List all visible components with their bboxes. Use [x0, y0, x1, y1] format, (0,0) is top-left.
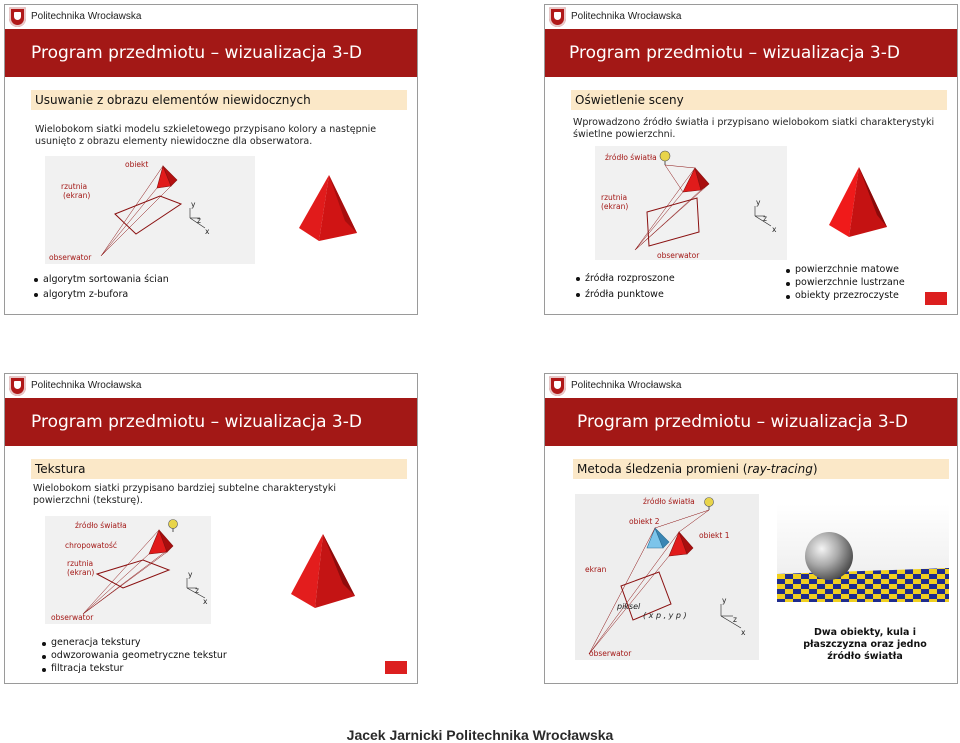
axis-x-label: x — [203, 597, 208, 606]
light-source-list — [575, 271, 675, 303]
label-observer: obserwator — [657, 251, 700, 260]
projection-diagram — [45, 156, 255, 264]
page-footer: Jacek Jarnicki Politechnika Wrocławska — [346, 727, 614, 743]
university-crest-icon — [9, 376, 26, 396]
lamp-icon — [169, 520, 178, 533]
label-observer: obserwator — [589, 649, 632, 658]
ray-tracing-caption: Dwa obiekty, kula i płaszczyzna oraz jedno źródło światła — [803, 627, 927, 662]
axis-z-label: z — [733, 615, 737, 624]
label-light-source: źródło światła — [643, 497, 695, 506]
title-bar — [545, 398, 957, 446]
slide-ray-tracing — [544, 373, 958, 684]
slide-header — [5, 5, 417, 29]
axis-y-label: y — [191, 200, 196, 209]
slide-title: Program przedmiotu – wizualizacja 3-D — [31, 43, 362, 63]
institution-name: Politechnika Wrocławska — [31, 11, 142, 22]
list-item: źródła punktowe — [575, 287, 675, 303]
university-crest-icon — [549, 376, 566, 396]
label-observer: obserwator — [49, 253, 92, 262]
slide-texture — [4, 373, 418, 684]
list-item: filtracja tekstur — [41, 662, 227, 675]
axis-y-label: y — [756, 198, 761, 207]
slide-subtitle: Tekstura — [31, 459, 407, 479]
list-item: powierzchnie matowe — [785, 263, 905, 276]
slide-subtitle: Usuwanie z obrazu elementów niewidocznych — [31, 90, 407, 110]
ray-tracing-diagram — [575, 494, 759, 660]
subtitle-end-text: ) — [812, 462, 818, 476]
slide-description: Wprowadzono źródło światła i przypisano wielobokom siatki charakterystyki świetlne powierzchni. — [573, 117, 935, 140]
axis-z-label: z — [195, 586, 199, 595]
title-bar — [5, 29, 417, 77]
axis-y-label: y — [188, 570, 193, 579]
label-observer: obserwator — [51, 613, 94, 622]
lamp-icon — [660, 151, 670, 165]
slide-lighting — [544, 4, 958, 315]
list-item: powierzchnie lustrzane — [785, 276, 905, 289]
slide-title: Program przedmiotu – wizualizacja 3-D — [31, 412, 362, 432]
axis-z-label: z — [197, 216, 201, 225]
slide-title: Program przedmiotu – wizualizacja 3-D — [569, 43, 900, 63]
label-screen: rzutnia (ekran) — [61, 182, 91, 200]
label-object: obiekt — [125, 160, 149, 169]
lit-pyramid-render — [827, 165, 893, 241]
list-item: generacja tekstury — [41, 636, 227, 649]
label-object-1: obiekt 1 — [699, 531, 730, 540]
pyramid-render — [295, 173, 375, 253]
axis-y-label: y — [722, 596, 727, 605]
textured-pyramid-render — [289, 532, 361, 614]
texture-diagram — [45, 516, 211, 624]
list-item: algorytm z-bufora — [33, 287, 169, 302]
university-crest-icon — [549, 7, 566, 27]
title-bar — [5, 398, 417, 446]
list-item: źródła rozproszone — [575, 271, 675, 287]
label-screen: rzutnia (ekran) — [67, 559, 95, 577]
institution-name: Politechnika Wrocławska — [571, 380, 682, 391]
slide-hidden-surface — [4, 4, 418, 315]
accent-square — [925, 292, 947, 305]
slide-description: Wielobokom siatki modelu szkieletowego przypisano kolory a następnie usunięto z obrazu elementy niewidoczne dla obserwatora. — [35, 124, 377, 147]
surface-type-list — [785, 263, 905, 302]
ray-traced-sphere-render — [777, 504, 949, 602]
slide-subtitle: Oświetlenie sceny — [571, 90, 947, 110]
subtitle-text: Metoda śledzenia promieni ( — [577, 462, 748, 476]
algorithm-list — [33, 272, 169, 302]
axis-x-label: x — [205, 227, 210, 236]
axis-z-label: z — [763, 214, 767, 223]
subtitle-italic-text: ray-tracing — [747, 462, 813, 476]
institution-name: Politechnika Wrocławska — [31, 380, 142, 391]
accent-square — [385, 661, 407, 674]
axis-x-label: x — [772, 225, 777, 234]
university-crest-icon — [9, 7, 26, 27]
institution-name: Politechnika Wrocławska — [571, 11, 682, 22]
slide-header — [545, 374, 957, 398]
label-screen: rzutnia (ekran) — [601, 193, 629, 211]
label-screen: ekran — [585, 565, 607, 574]
slide-header — [5, 374, 417, 398]
slide-description: Wielobokom siatki przypisano bardziej subtelne charakterystyki powierzchni (teksturę). — [33, 483, 337, 506]
label-roughness: chropowatość — [65, 541, 118, 550]
lighting-diagram — [595, 146, 787, 260]
label-pixel-coords: ( x p , y p ) — [643, 611, 687, 620]
texture-topics-list — [41, 636, 227, 675]
slide-subtitle — [573, 459, 949, 479]
list-item: obiekty przezroczyste — [785, 289, 905, 302]
title-bar — [545, 29, 957, 77]
label-light-source: źródło światła — [605, 153, 657, 162]
slide-header — [545, 5, 957, 29]
label-pixel: piksel — [617, 602, 641, 611]
list-item: algorytm sortowania ścian — [33, 272, 169, 287]
label-object-2: obiekt 2 — [629, 517, 660, 526]
label-light-source: źródło światła — [75, 521, 127, 530]
axis-x-label: x — [741, 628, 746, 637]
slide-title: Program przedmiotu – wizualizacja 3-D — [577, 412, 908, 432]
lamp-icon — [705, 498, 714, 511]
list-item: odwzorowania geometryczne tekstur — [41, 649, 227, 662]
